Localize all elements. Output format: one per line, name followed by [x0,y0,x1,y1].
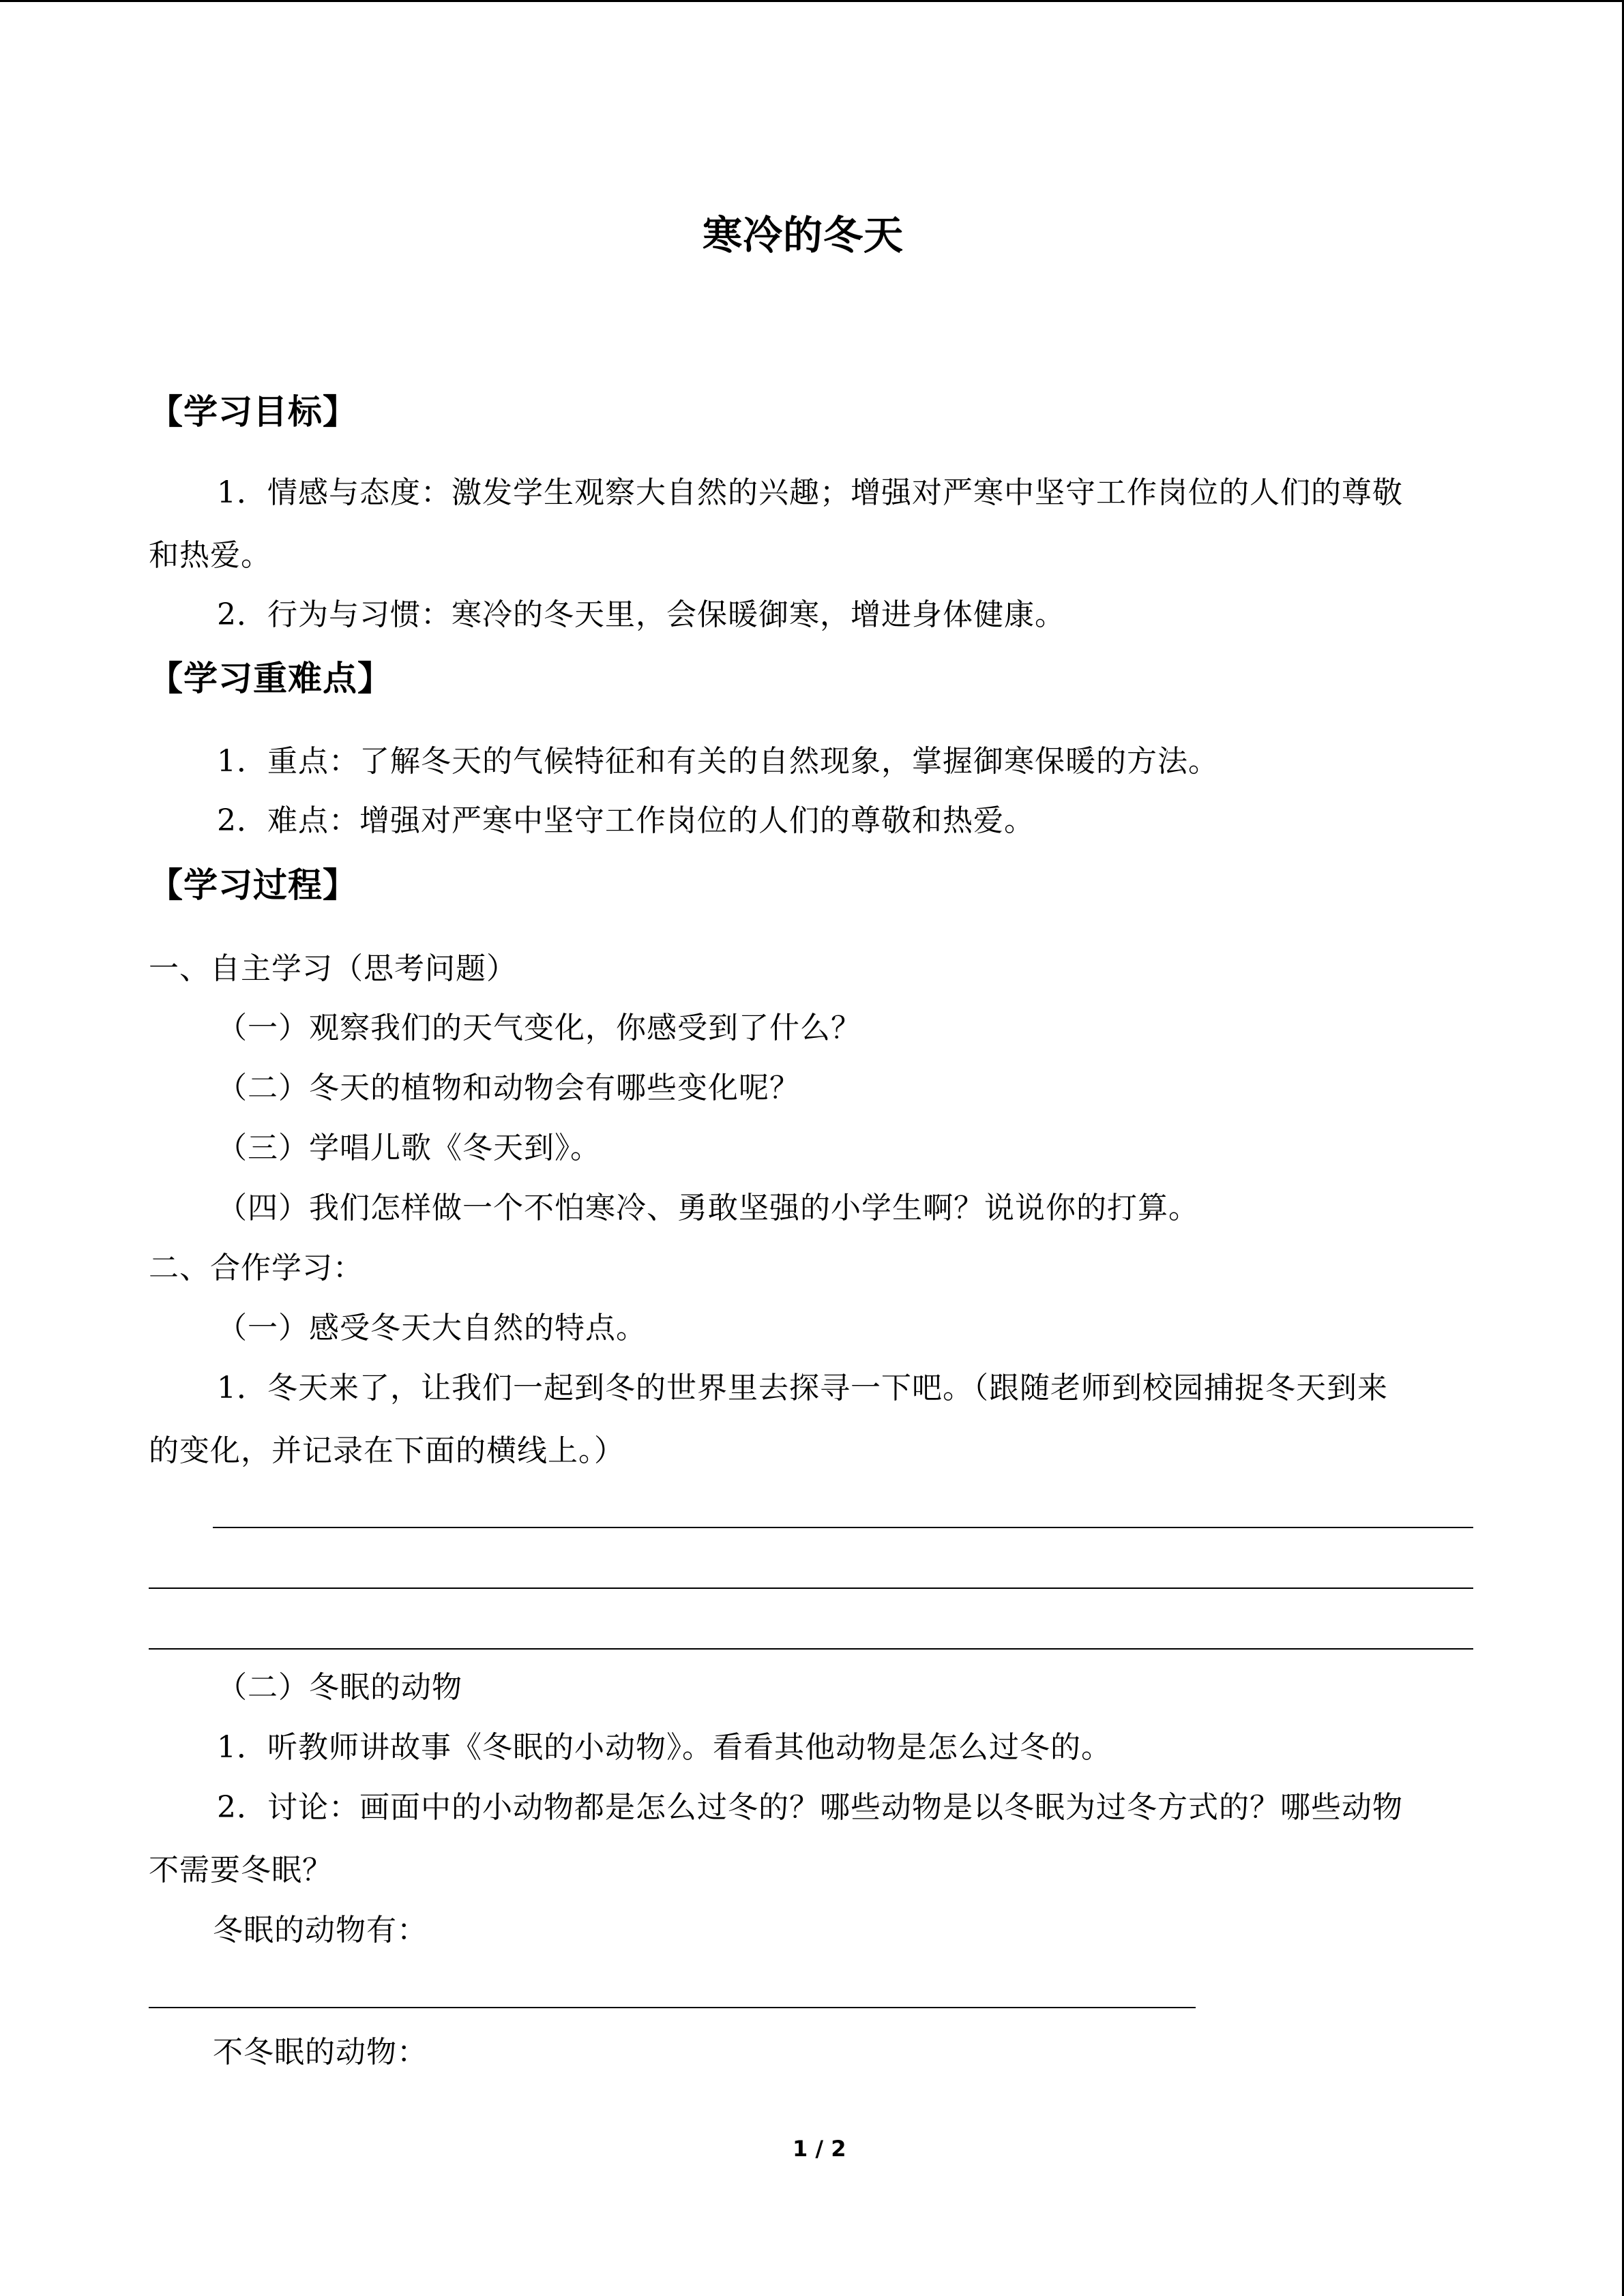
answer-blank-line-2 [149,1587,1473,1589]
goal-item-2: 2．行为与习惯：寒冷的冬天里，会保暖御寒，增进身体健康。 [217,597,1065,632]
page-title: 寒冷的冬天 [703,212,904,258]
hibernating-animals-label: 冬眠的动物有： [213,1913,428,1948]
answer-blank-line-1 [213,1527,1473,1528]
self-study-heading: 一、自主学习（思考问题） [149,951,517,986]
goal-item-1-line-2: 和热爱。 [149,538,271,573]
page-number: 1 / 2 [793,2136,846,2162]
section-heading-process: 【学习过程】 [149,865,357,905]
answer-blank-line-4 [149,2007,1196,2008]
coop-part-2-item-1: 1．听教师讲故事《冬眠的小动物》。看看其他动物是怎么过冬的。 [217,1730,1112,1765]
answer-blank-line-3 [149,1648,1473,1650]
difficulty-item-2: 2．难点：增强对严寒中坚守工作岗位的人们的尊敬和热爱。 [217,803,1035,838]
coop-part-1-item-1-line-2: 的变化，并记录在下面的横线上。） [149,1433,625,1468]
coop-part-1-heading: （一）感受冬天大自然的特点。 [217,1311,647,1345]
self-study-question-4: （四）我们怎样做一个不怕寒冷、勇敢坚强的小学生啊？说说你的打算。 [217,1191,1199,1225]
self-study-question-3: （三）学唱儿歌《冬天到》。 [217,1131,601,1165]
coop-part-2-item-2-line-1: 2．讨论：画面中的小动物都是怎么过冬的？哪些动物是以冬眠为过冬方式的？哪些动物 [217,1790,1403,1825]
section-heading-goals: 【学习目标】 [149,392,357,432]
goal-item-1-line-1: 1．情感与态度：激发学生观察大自然的兴趣；增强对严寒中坚守工作岗位的人们的尊敬 [217,475,1403,510]
self-study-question-2: （二）冬天的植物和动物会有哪些变化呢？ [217,1071,800,1105]
coop-study-heading: 二、合作学习： [149,1251,364,1285]
self-study-question-1: （一）观察我们的天气变化，你感受到了什么？ [217,1011,861,1045]
non-hibernating-animals-label: 不冬眠的动物： [213,2035,428,2070]
coop-part-2-item-2-line-2: 不需要冬眠？ [149,1853,333,1888]
coop-part-1-item-1-line-1: 1．冬天来了，让我们一起到冬的世界里去探寻一下吧。（跟随老师到校园捕捉冬天到来 [217,1371,1388,1405]
coop-part-2-heading: （二）冬眠的动物 [217,1670,462,1705]
page-border-top [0,0,1624,2]
difficulty-item-1: 1．重点：了解冬天的气候特征和有关的自然现象，掌握御寒保暖的方法。 [217,744,1219,779]
section-heading-difficulties: 【学习重难点】 [149,659,392,698]
